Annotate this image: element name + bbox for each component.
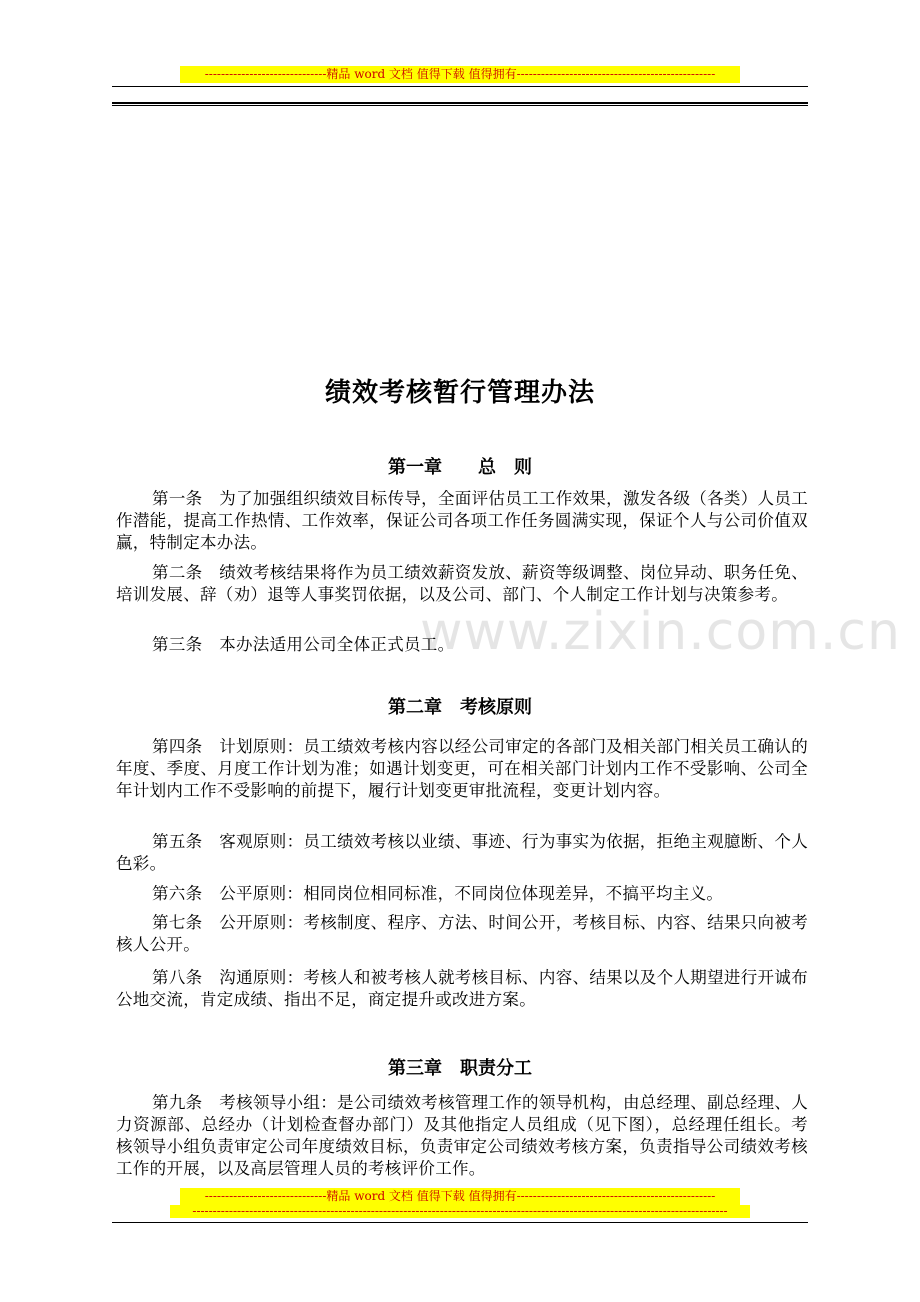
header-rule-under — [112, 105, 808, 106]
article-7: 第七条 公开原则：考核制度、程序、方法、时间公开，考核目标、内容、结果只向被考核人公开。 — [116, 913, 808, 954]
footer-banner-dashes: ------------------------------------------------------------------------------------------------------------------------------------ — [170, 1205, 750, 1218]
article-9: 第九条 考核领导小组：是公司绩效考核管理工作的领导机构，由总经理、副总经理、人力资源部、总经办（计划检查督办部门）及其他指定人员组成（见下图），总经理任组长。考核领导小组负责审定公司年度绩效目标，负责审定公司绩效考核方案，负责指导公司绩效考核工作的开展，以及高层管理人员的考核评价工作。 — [116, 1093, 808, 1178]
article-2: 第二条 绩效考核结果将作为员工绩效薪资发放、薪资等级调整、岗位异动、职务任免、培训发展、辞（劝）退等人事奖罚依据，以及公司、部门、个人制定工作计划与决策参考。 — [116, 563, 808, 604]
header-rule-thin — [112, 86, 808, 87]
footer-rule — [112, 1222, 808, 1223]
watermark: www.zixin.com.cn — [420, 602, 901, 662]
chapter-heading-3: 第三章 职责分工 — [388, 1058, 532, 1079]
article-5: 第五条 客观原则：员工绩效考核以业绩、事迹、行为事实为依据，拒绝主观臆断、个人色彩。 — [116, 832, 808, 873]
article-3: 第三条 本办法适用公司全体正式员工。 — [152, 635, 455, 654]
header-banner: ------------------------------精品 word 文档 值得下载 值得拥有------------------------------------------------- — [180, 66, 740, 83]
article-8: 第八条 沟通原则：考核人和被考核人就考核目标、内容、结果以及个人期望进行开诚布公地交流，肯定成绩、指出不足，商定提升或改进方案。 — [116, 968, 808, 1009]
footer-banner: ------------------------------精品 word 文档 值得下载 值得拥有------------------------------------------------- — [180, 1188, 740, 1205]
article-6: 第六条 公平原则：相同岗位相同标准，不同岗位体现差异，不搞平均主义。 — [152, 884, 724, 903]
article-4: 第四条 计划原则：员工绩效考核内容以经公司审定的各部门及相关部门相关员工确认的年度、季度、月度工作计划为准；如遇计划变更，可在相关部门计划内工作不受影响、公司全年计划内工作不受影响的前提下，履行计划变更审批流程，变更计划内容。 — [116, 737, 808, 800]
document-title: 绩效考核暂行管理办法 — [324, 378, 595, 408]
header-rule-thick — [112, 102, 808, 104]
chapter-heading-2: 第二章 考核原则 — [388, 697, 532, 718]
chapter-heading-1: 第一章 总 则 — [388, 457, 532, 478]
article-1: 第一条 为了加强组织绩效目标传导，全面评估员工工作效果，激发各级（各类）人员工作潜能，提高工作热情、工作效率，保证公司各项工作任务圆满实现，保证个人与公司价值双赢，特制定本办法。 — [116, 489, 808, 552]
